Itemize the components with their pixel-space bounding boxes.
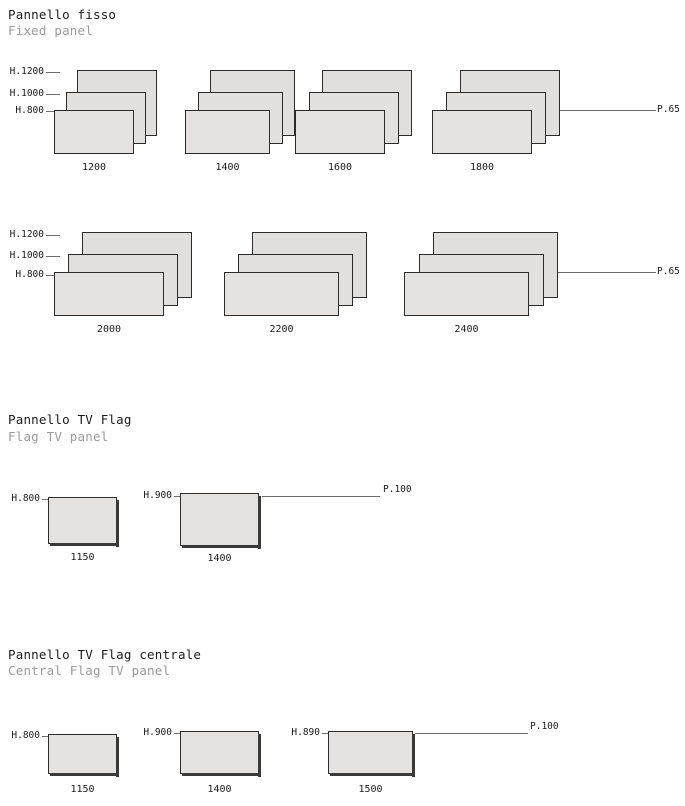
width-label-1600: 1600 [327, 162, 353, 173]
panel-group-central-1500 [328, 731, 428, 806]
width-label-2000: 2000 [96, 324, 122, 335]
height-label-800-row1: H.800 [15, 105, 44, 116]
panel-edge-right [412, 734, 415, 777]
panel-edge-bottom [330, 773, 415, 776]
panel-rect-front [224, 272, 339, 316]
panel-rect-front [185, 110, 270, 154]
panel-group-2000 [54, 232, 194, 335]
panel-edge-right [116, 737, 119, 777]
panel-rect-front [48, 734, 117, 774]
section-subtitle-flag-tv-panel: Flag TV panel [8, 429, 109, 444]
panel-rect-front [180, 493, 259, 546]
width-label-1200: 1200 [81, 162, 107, 173]
height-label-1200-row1: H.1200 [9, 66, 44, 77]
panel-group-1200 [54, 70, 164, 173]
height-label-1000-row1: H.1000 [9, 88, 44, 99]
panel-edge-right [258, 734, 261, 777]
depth-leader-row1 [560, 110, 656, 111]
width-label-1400: 1400 [207, 784, 232, 795]
section-title-central-flag-tv-panel: Pannello TV Flag centrale [8, 647, 202, 662]
depth-label-p100-flag: P.100 [383, 484, 412, 495]
panel-group-2200 [224, 232, 374, 335]
section-title-flag-tv-panel: Pannello TV Flag [8, 412, 132, 427]
width-label-2400: 2400 [454, 324, 479, 335]
width-label-1400: 1400 [215, 162, 240, 173]
depth-leader-central [415, 733, 528, 734]
panel-group-flag-1150 [48, 497, 128, 567]
width-label-1150: 1150 [70, 552, 95, 563]
height-label-800-row2: H.800 [15, 269, 44, 280]
height-label-900-flag: H.900 [143, 490, 172, 501]
panel-group-1400 [185, 70, 305, 173]
panel-group-central-1150 [48, 734, 128, 804]
panel-group-1600 [295, 70, 420, 173]
height-label-800-flag: H.800 [11, 493, 40, 504]
depth-leader-row2 [558, 272, 656, 273]
section-title-fixed-panel: Pannello fisso [8, 7, 117, 22]
panel-edge-bottom [50, 543, 119, 546]
section-subtitle-central-flag-tv-panel: Central Flag TV panel [8, 663, 171, 678]
panel-edge-bottom [182, 545, 261, 548]
width-label-1500: 1500 [358, 784, 383, 795]
panel-edge-bottom [182, 773, 261, 776]
height-label-900-central: H.900 [143, 727, 172, 738]
width-label-1400: 1400 [207, 553, 232, 564]
depth-label-p65-row1: P.65 [657, 104, 680, 115]
depth-label-p100-central: P.100 [530, 721, 559, 732]
depth-leader-flag [262, 496, 380, 497]
panel-group-2400 [404, 232, 564, 335]
panel-rect-front [404, 272, 529, 316]
panel-rect-front [180, 731, 259, 774]
panel-group-1800 [432, 70, 567, 173]
panel-edge-bottom [50, 773, 119, 776]
panel-rect-front [48, 497, 117, 544]
panel-edge-right [116, 500, 119, 547]
depth-label-p65-row2: P.65 [657, 266, 680, 277]
section-subtitle-fixed-panel: Fixed panel [8, 23, 93, 38]
width-label-1150: 1150 [70, 784, 95, 795]
panel-group-central-1400 [180, 731, 275, 806]
leader-line-800-row1 [46, 111, 54, 112]
height-label-800-central: H.800 [11, 730, 40, 741]
panel-edge-right [258, 496, 261, 549]
height-label-1000-row2: H.1000 [9, 250, 44, 261]
panel-rect-front [328, 731, 413, 774]
leader-line-800-row2 [46, 275, 54, 276]
width-label-2200: 2200 [269, 324, 294, 335]
height-label-1200-row2: H.1200 [9, 229, 44, 240]
panel-rect-front [295, 110, 385, 154]
panel-rect-front [432, 110, 532, 154]
panel-group-flag-1400 [180, 493, 275, 568]
height-label-890-central: H.890 [291, 727, 320, 738]
width-label-1800: 1800 [469, 162, 495, 173]
panel-rect-front [54, 272, 164, 316]
panel-rect-front [54, 110, 134, 154]
